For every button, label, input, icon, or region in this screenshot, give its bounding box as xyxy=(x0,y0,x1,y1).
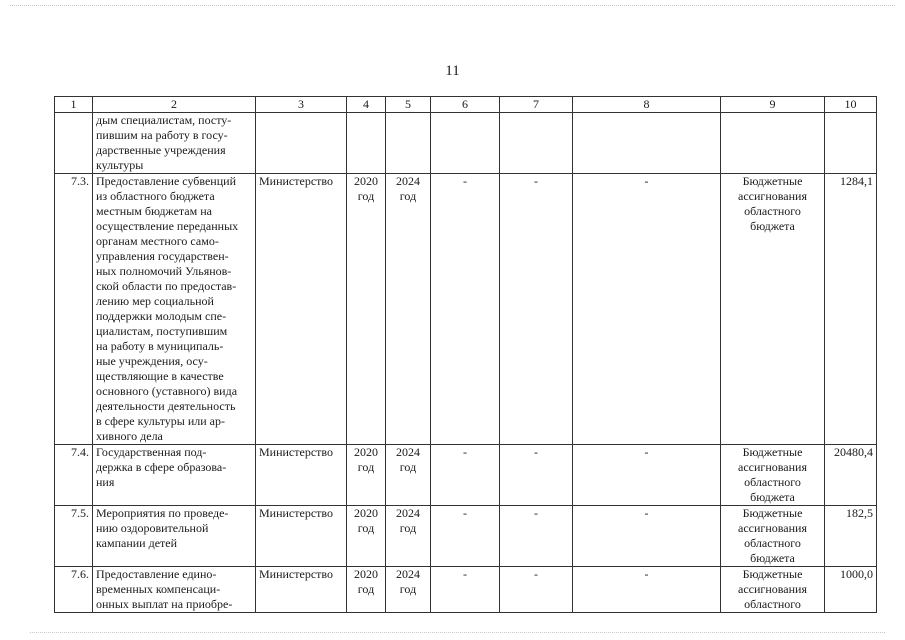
row-col8: - xyxy=(573,445,721,506)
row-funding-source-line: Бюджетные xyxy=(742,174,803,188)
row-name-line: дарственные учреждения xyxy=(96,143,226,157)
page-number: 11 xyxy=(445,63,460,79)
row-name-line: нию оздоровительной xyxy=(96,521,209,535)
row-year-from-line: 2020 xyxy=(354,445,378,459)
row-col7: - xyxy=(500,506,573,567)
row-funding-source-line: ассигнования xyxy=(738,521,807,535)
row-name-line: органам местного само- xyxy=(96,234,219,248)
table-row xyxy=(55,506,877,567)
table-header-row xyxy=(55,97,877,113)
row-name-line: основного (уставного) вида xyxy=(96,384,238,398)
row-name xyxy=(93,113,256,174)
column-header-3: 3 xyxy=(256,97,347,113)
column-header-8: 8 xyxy=(573,97,721,113)
row-year-to-line: 2024 xyxy=(396,174,420,188)
column-header-7: 7 xyxy=(500,97,573,113)
row-year-to-line: год xyxy=(399,189,417,203)
budget-table xyxy=(54,96,877,613)
row-year-from-line: 2020 xyxy=(354,567,378,581)
row-year-to-line: год xyxy=(399,521,417,535)
row-funding-source xyxy=(721,506,825,567)
row-col6: - xyxy=(431,567,500,613)
row-name-line: в сфере культуры или ар- xyxy=(96,414,226,428)
row-amount: 1000,0 xyxy=(825,567,877,613)
row-name-line: ния xyxy=(96,475,115,489)
row-number: 7.3. xyxy=(55,174,93,445)
row-name-line: хивного дела xyxy=(96,429,163,443)
row-col8 xyxy=(573,113,721,174)
row-year-to-line: год xyxy=(399,582,417,596)
row-year-to-line: 2024 xyxy=(396,445,420,459)
row-name-line: местным бюджетам на xyxy=(96,204,212,218)
row-name-line: временных компенсаци- xyxy=(96,582,221,596)
row-amount: 182,5 xyxy=(825,506,877,567)
row-year-to-line: год xyxy=(399,460,417,474)
row-funding-source-line: областного xyxy=(744,475,801,489)
row-name xyxy=(93,506,256,567)
row-name-line: управления государствен- xyxy=(96,249,229,263)
row-funding-source-line: ассигнования xyxy=(738,460,807,474)
row-col7: - xyxy=(500,567,573,613)
scan-edge-top xyxy=(10,5,895,7)
row-funding-source-line: областного xyxy=(744,204,801,218)
row-funding-source xyxy=(721,113,825,174)
row-name-line: Предоставление субвенций xyxy=(96,174,236,188)
row-funding-source xyxy=(721,567,825,613)
row-year-from-line: год xyxy=(357,460,375,474)
row-number: 7.5. xyxy=(55,506,93,567)
row-funding-source-line: бюджета xyxy=(750,490,795,504)
row-funding-source-line: Бюджетные xyxy=(742,445,803,459)
row-col7: - xyxy=(500,445,573,506)
table-row xyxy=(55,567,877,613)
row-year-to xyxy=(386,506,431,567)
row-name-line: дым специалистам, посту- xyxy=(96,113,232,127)
row-name-line: пившим на работу в госу- xyxy=(96,128,228,142)
row-year-to xyxy=(386,174,431,445)
row-col7 xyxy=(500,113,573,174)
row-amount xyxy=(825,113,877,174)
table-row xyxy=(55,174,877,445)
row-name xyxy=(93,567,256,613)
row-col6 xyxy=(431,113,500,174)
row-funding-source-line: Бюджетные xyxy=(742,506,803,520)
row-funding-source xyxy=(721,445,825,506)
row-name-line: Государственная под- xyxy=(96,445,207,459)
row-name-line: держка в сфере образова- xyxy=(96,460,227,474)
row-name-line: ществляющие в качестве xyxy=(96,369,224,383)
row-name-line: лению мер социальной xyxy=(96,294,214,308)
row-number xyxy=(55,113,93,174)
column-header-9: 9 xyxy=(721,97,825,113)
row-name-line: поддержки молодым спе- xyxy=(96,309,227,323)
row-amount: 20480,4 xyxy=(825,445,877,506)
column-header-6: 6 xyxy=(431,97,500,113)
row-col6: - xyxy=(431,506,500,567)
table-row xyxy=(55,445,877,506)
row-organization: Министерство xyxy=(256,445,347,506)
row-year-to-line: 2024 xyxy=(396,506,420,520)
row-col7: - xyxy=(500,174,573,445)
row-funding-source-line: ассигнования xyxy=(738,189,807,203)
row-organization: Министерство xyxy=(256,506,347,567)
row-number: 7.4. xyxy=(55,445,93,506)
row-funding-source-line: областного xyxy=(744,597,801,611)
row-name-line: онных выплат на приобре- xyxy=(96,597,233,611)
row-year-from xyxy=(347,113,386,174)
row-year-to xyxy=(386,445,431,506)
row-funding-source xyxy=(721,174,825,445)
row-name-line: кампании детей xyxy=(96,536,178,550)
row-name-line: ской области по предостав- xyxy=(96,279,237,293)
row-name xyxy=(93,174,256,445)
scan-edge-bottom xyxy=(30,632,885,634)
table-row xyxy=(55,113,877,174)
row-funding-source-line: ассигнования xyxy=(738,582,807,596)
row-col6: - xyxy=(431,445,500,506)
row-amount: 1284,1 xyxy=(825,174,877,445)
row-year-from-line: год xyxy=(357,189,375,203)
row-number: 7.6. xyxy=(55,567,93,613)
row-year-to xyxy=(386,113,431,174)
row-funding-source-line: областного xyxy=(744,536,801,550)
row-name-line: Предоставление едино- xyxy=(96,567,217,581)
row-year-from-line: год xyxy=(357,582,375,596)
column-header-2: 2 xyxy=(93,97,256,113)
row-name-line: из областного бюджета xyxy=(96,189,215,203)
row-organization xyxy=(256,113,347,174)
row-year-from-line: год xyxy=(357,521,375,535)
row-year-to xyxy=(386,567,431,613)
row-year-from xyxy=(347,174,386,445)
column-header-4: 4 xyxy=(347,97,386,113)
row-name-line: Мероприятия по проведе- xyxy=(96,506,229,520)
row-col8: - xyxy=(573,506,721,567)
row-name-line: на работу в муниципаль- xyxy=(96,339,224,353)
row-funding-source-line: бюджета xyxy=(750,219,795,233)
row-year-from xyxy=(347,567,386,613)
row-col6: - xyxy=(431,174,500,445)
row-name-line: осуществление переданных xyxy=(96,219,239,233)
column-header-5: 5 xyxy=(386,97,431,113)
row-year-to-line: 2024 xyxy=(396,567,420,581)
row-name xyxy=(93,445,256,506)
row-name-line: ных полномочий Ульянов- xyxy=(96,264,232,278)
row-organization: Министерство xyxy=(256,567,347,613)
row-col8: - xyxy=(573,174,721,445)
row-funding-source-line: бюджета xyxy=(750,551,795,565)
column-header-10: 10 xyxy=(825,97,877,113)
row-year-from-line: 2020 xyxy=(354,174,378,188)
row-funding-source-line: Бюджетные xyxy=(742,567,803,581)
row-col8: - xyxy=(573,567,721,613)
row-name-line: культуры xyxy=(96,158,144,172)
row-year-from xyxy=(347,445,386,506)
row-year-from xyxy=(347,506,386,567)
row-year-from-line: 2020 xyxy=(354,506,378,520)
row-name-line: ные учреждения, осу- xyxy=(96,354,208,368)
column-header-1: 1 xyxy=(55,97,93,113)
row-name-line: циалистам, поступившим xyxy=(96,324,228,338)
row-organization: Министерство xyxy=(256,174,347,445)
row-name-line: деятельности деятельность xyxy=(96,399,236,413)
